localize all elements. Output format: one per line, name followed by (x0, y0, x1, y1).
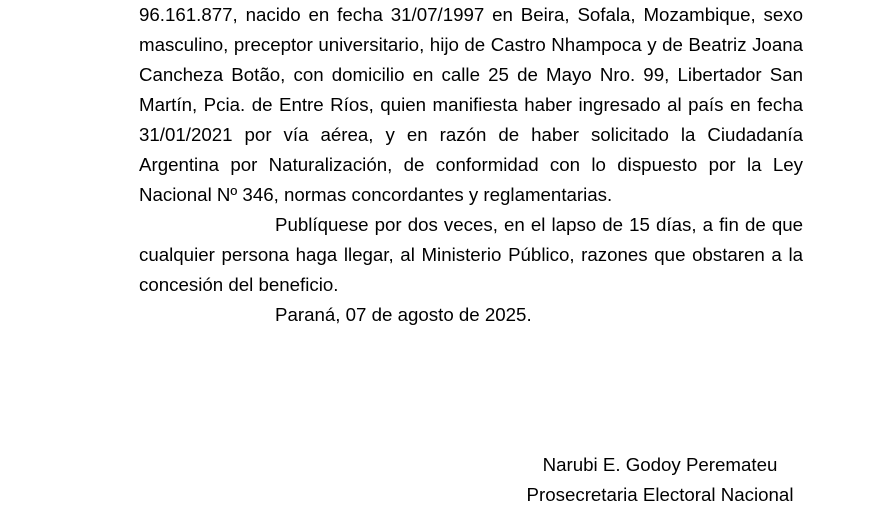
document-body (139, 0, 803, 330)
paragraph-main: 96.161.877, nacido en fecha 31/07/1997 en Beira, Sofala, Mozambique, sexo masculino, preceptor universitario, hijo de Castro Nhampoca y de Beatriz Joana Cancheza Botão, con domicilio en calle 25 de Mayo Nro. 99, Libertador San Martín, Pcia. de Entre Ríos, quien manifiesta haber ingresado al país en fecha 31/01/2021 por vía aérea, y en razón de haber solicitado la Ciudadanía Argentina por Naturalización, de conformidad con lo dispuesto por la Ley Nacional Nº 346, normas concordantes y reglamentarias. (139, 4, 803, 205)
signature-block (480, 450, 840, 510)
signatory-name: Narubi E. Godoy Peremateu (542, 454, 778, 475)
signatory-title: Prosecretaria Electoral Nacional (526, 484, 794, 505)
paragraph-publication: Publíquese por dos veces, en el lapso de 15 días, a fin de que cualquier persona haga llegar, al Ministerio Público, razones que obstaren a la concesión del beneficio. (139, 214, 803, 295)
place-date: Paraná, 07 de agosto de 2025. (275, 304, 532, 325)
